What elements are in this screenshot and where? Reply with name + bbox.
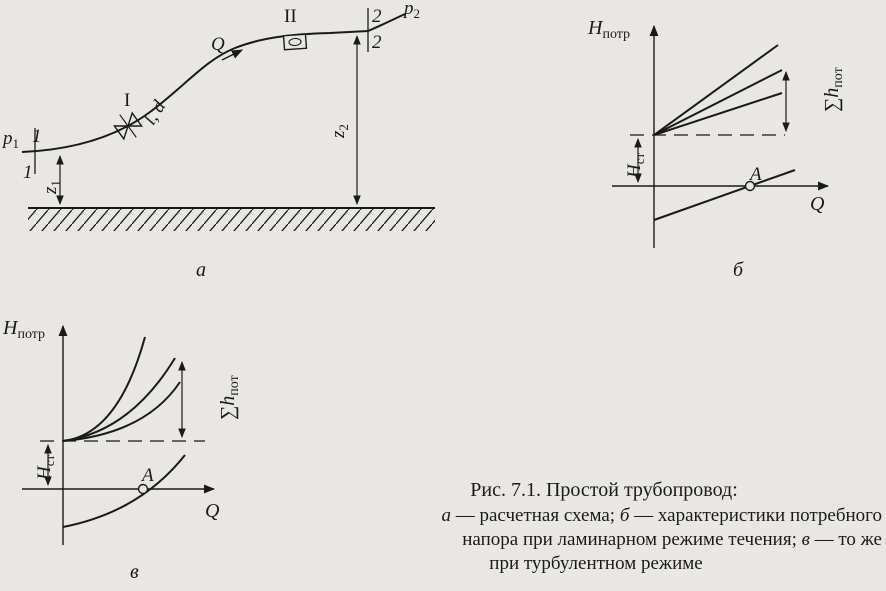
panel-a-label: а — [196, 259, 206, 281]
b-x-axis-label: Q — [810, 193, 825, 215]
panel-a-scheme — [1, 0, 435, 281]
c-pipe-curve — [63, 455, 185, 527]
c-y-axis-label: $H_{потр}$ — [3, 317, 46, 342]
c-hst-label: $H_{ст}$ — [34, 454, 57, 480]
c-sumh-label: $\sum h_{пот}$ — [217, 375, 242, 420]
caption-line-3: при турбулентном режиме — [489, 553, 703, 574]
label-p2: $p_2$ — [404, 0, 420, 21]
label-point-II: II — [284, 6, 297, 27]
label-section-1-bottom: 1 — [23, 162, 33, 183]
caption-line-2: напора при ламинарном режиме течения; в — то же — [462, 529, 882, 550]
b-line-3 — [654, 93, 782, 135]
c-curve-1 — [63, 337, 145, 441]
b-line-2 — [654, 70, 782, 135]
panel-c-label: в — [130, 561, 139, 583]
flow-arrow — [222, 50, 242, 60]
b-pipe-line — [654, 170, 795, 220]
caption-title: Рис. 7.1. Простой трубопровод: — [470, 479, 738, 501]
c-point-A-label: A — [142, 465, 154, 486]
label-z1: $z_1$ — [40, 180, 63, 194]
device-box-icon — [284, 34, 307, 50]
label-section-2-bottom: 2 — [372, 32, 382, 53]
valve-icon — [111, 108, 145, 144]
b-point-A-label: A — [750, 164, 762, 185]
c-x-axis-label: Q — [205, 500, 220, 522]
caption-line-1: а — расчетная схема; б — характеристики потребного — [441, 505, 882, 526]
ground-hatch — [28, 209, 435, 231]
label-z2: $z_2$ — [328, 124, 351, 138]
panel-b-chart — [587, 17, 846, 281]
label-section-2-top: 2 — [372, 6, 382, 27]
label-l-d: l, d — [139, 97, 171, 129]
b-line-1 — [654, 45, 778, 135]
label-point-I: I — [124, 90, 131, 111]
b-sumh-label: $\sum h_{пот}$ — [821, 67, 846, 112]
label-Q-flow: Q — [211, 34, 225, 55]
b-hst-label: $H_{ст}$ — [624, 152, 647, 178]
label-p1: $p_1$ — [3, 128, 19, 151]
panel-b-label: б — [733, 259, 744, 281]
panel-c-chart — [2, 317, 242, 583]
b-y-axis-label: $H_{потр}$ — [588, 17, 631, 42]
figure-caption — [290, 478, 882, 576]
label-section-1-top: 1 — [32, 126, 42, 147]
c-curve-3 — [63, 382, 180, 441]
